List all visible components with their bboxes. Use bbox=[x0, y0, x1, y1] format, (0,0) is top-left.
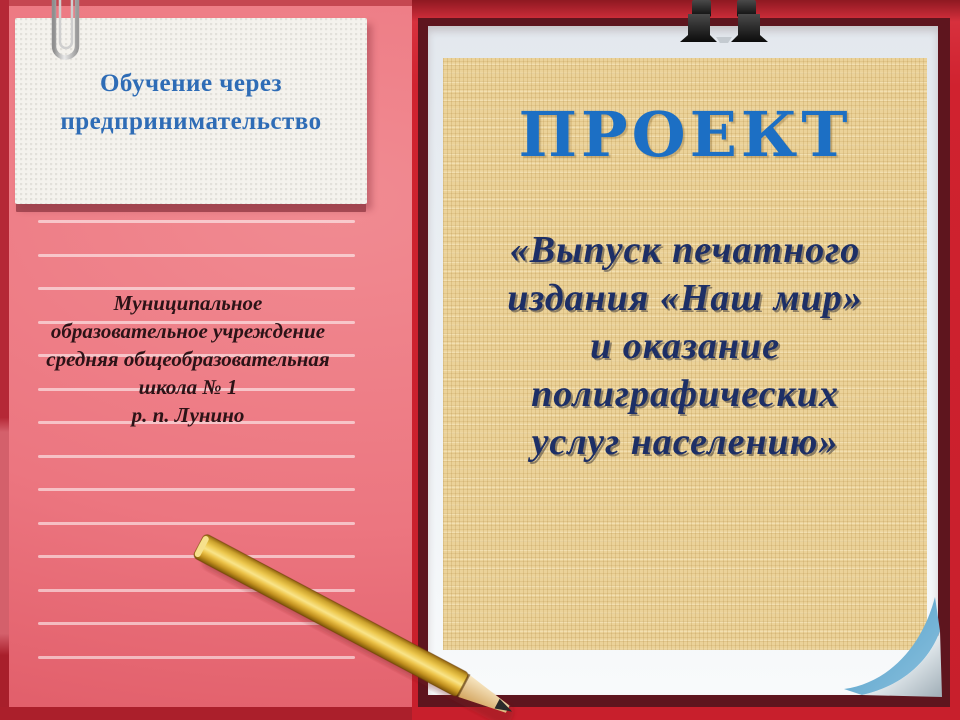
school-name-line: Муниципальное bbox=[113, 291, 263, 315]
school-name-block bbox=[8, 289, 368, 429]
page-curl-icon bbox=[842, 573, 954, 703]
school-name-line: средняя общеобразовательная bbox=[46, 347, 330, 371]
binder-clip-icon bbox=[664, 0, 784, 50]
project-subtitle-line: услуг населению» bbox=[531, 421, 839, 463]
project-subtitle-line: «Выпуск печатного bbox=[509, 229, 861, 271]
notebook-line bbox=[38, 488, 355, 491]
project-subtitle-line: полиграфических bbox=[531, 373, 839, 415]
notebook-line bbox=[38, 455, 355, 458]
school-name-line: образовательное учреждение bbox=[50, 319, 326, 343]
school-name-line: р. п. Лунино bbox=[131, 403, 245, 427]
project-subtitle-line: издания «Наш мир» bbox=[507, 277, 863, 319]
note-card-title-line2: предпринимательство bbox=[60, 108, 322, 135]
project-title: ПРОЕКТ bbox=[518, 98, 852, 171]
notebook-line bbox=[38, 254, 355, 257]
paperclip-icon bbox=[46, 0, 86, 70]
project-subtitle bbox=[443, 226, 927, 466]
note-card-title-line1: Обучение через bbox=[99, 70, 283, 97]
notebook-line bbox=[38, 220, 355, 223]
school-name-line: школа № 1 bbox=[138, 375, 238, 399]
project-subtitle-line: и оказание bbox=[590, 325, 780, 367]
pencil-icon bbox=[150, 493, 580, 720]
note-card-title bbox=[15, 65, 367, 141]
